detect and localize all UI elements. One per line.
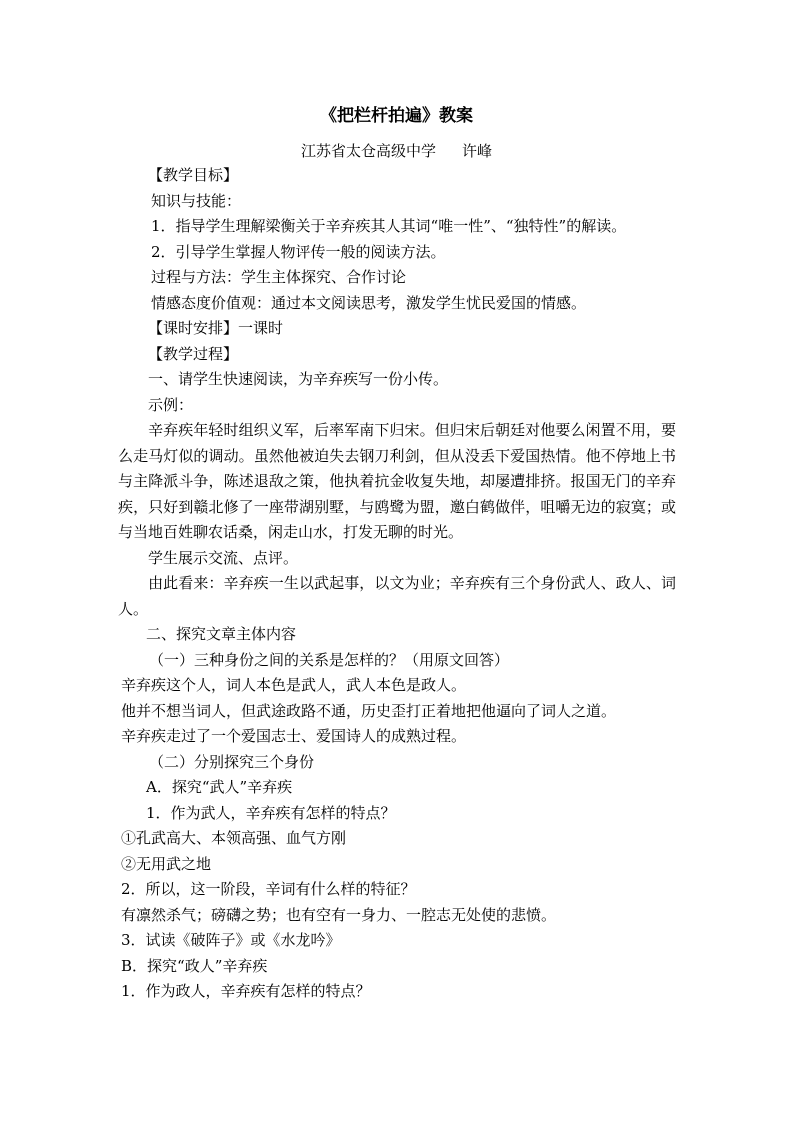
teaching-process-header: 【教学过程】: [148, 344, 239, 363]
emotion-value-line: 情感态度价值观：通过本文阅读思考，激发学生忧民爱国的情感。: [151, 293, 587, 312]
document-body: [0, 163, 793, 1005]
section-a-point-1: ①孔武高大、本领高强、血气方刚: [121, 829, 347, 847]
author-name: 许峰: [462, 142, 493, 160]
document-title: 《把栏杆拍遍》教案: [320, 106, 473, 126]
section-a-question-3: 3．试读《破阵子》或《水龙吟》: [121, 931, 341, 949]
answer-line-2: 他并不想当词人，但武途政路不通，历史歪打正着地把他逼向了词人之道。: [121, 701, 617, 720]
example-label: 示例：: [148, 395, 194, 414]
byline: [0, 139, 793, 163]
school-name: 江苏省太仓高级中学: [300, 142, 436, 160]
answer-line-1: 辛弃疾这个人，词人本色是武人，武人本色是政人。: [121, 676, 467, 694]
section-a-point-2: ②无用武之地: [121, 854, 212, 873]
knowledge-item-1: 1．指导学生理解梁衡关于辛弃疾其人其词“唯一性”、“独特性”的解读。: [151, 217, 627, 235]
answer-line-3: 辛弃疾走过了一个爱国志士、爱国诗人的成熟过程。: [121, 727, 467, 745]
section-a-answer-2: 有凛然杀气；磅礴之势；也有空有一身力、一腔志无处使的悲愤。: [121, 905, 557, 924]
section-b-question-1: 1．作为政人，辛弃疾有怎样的特点？: [121, 982, 371, 1000]
knowledge-item-2: 2．引导学生掌握人物评传一般的阅读方法。: [151, 242, 446, 261]
section-b-heading: B．探究“政人”辛弃疾: [121, 956, 268, 975]
example-paragraph-text: 辛弃疾年轻时组织义军，后率军南下归宋。但归宋后朝廷对他要么闲置不用，要么走马灯似的调动。虽然他被迫失去钢刀利剑，但从没丢下爱国热情。他不停地上书与主降派斗争，陈述退敌之策，他执着抗金收复失地，却屡遭排挤。报国无门的辛弃疾，只好到赣北修了一座带湖别墅，与鸥鹭为盟，邀白鹤做伴，咀嚼无边的寂寞；或与当地百姓聊农话桑，闲走山水，打发无聊的时光。: [118, 421, 676, 541]
teaching-goals-header: 【教学目标】: [148, 166, 239, 184]
section-a-question-1: 1．作为武人，辛弃疾有怎样的特点？: [146, 803, 396, 822]
example-paragraph: [0, 418, 676, 546]
step-one-line: 一、请学生快速阅读，为辛弃疾写一份小传。: [148, 370, 449, 388]
section-a-heading: A．探究“武人”辛弃疾: [146, 778, 293, 796]
step-two-line: 二、探究文章主体内容: [146, 625, 297, 643]
process-method-line: 过程与方法：学生主体探究、合作讨论: [151, 268, 407, 286]
knowledge-skills-label: 知识与技能：: [151, 191, 242, 210]
sub-question-1: （一）三种身份之间的关系是怎样的？（用原文回答）: [149, 650, 510, 669]
sub-question-2: （二）分别探究三个身份: [149, 752, 315, 771]
class-schedule-line: 【课时安排】一课时: [148, 319, 284, 337]
conclusion-paragraph-text: 由此看来：辛弃疾一生以武起事，以文为业；辛弃疾有三个身份武人、政人、词人。: [118, 574, 676, 618]
conclusion-paragraph: [0, 571, 676, 622]
student-share-line: 学生展示交流、点评。: [148, 548, 299, 567]
section-a-question-2: 2．所以，这一阶段，辛词有什么样的特征？: [121, 880, 416, 898]
